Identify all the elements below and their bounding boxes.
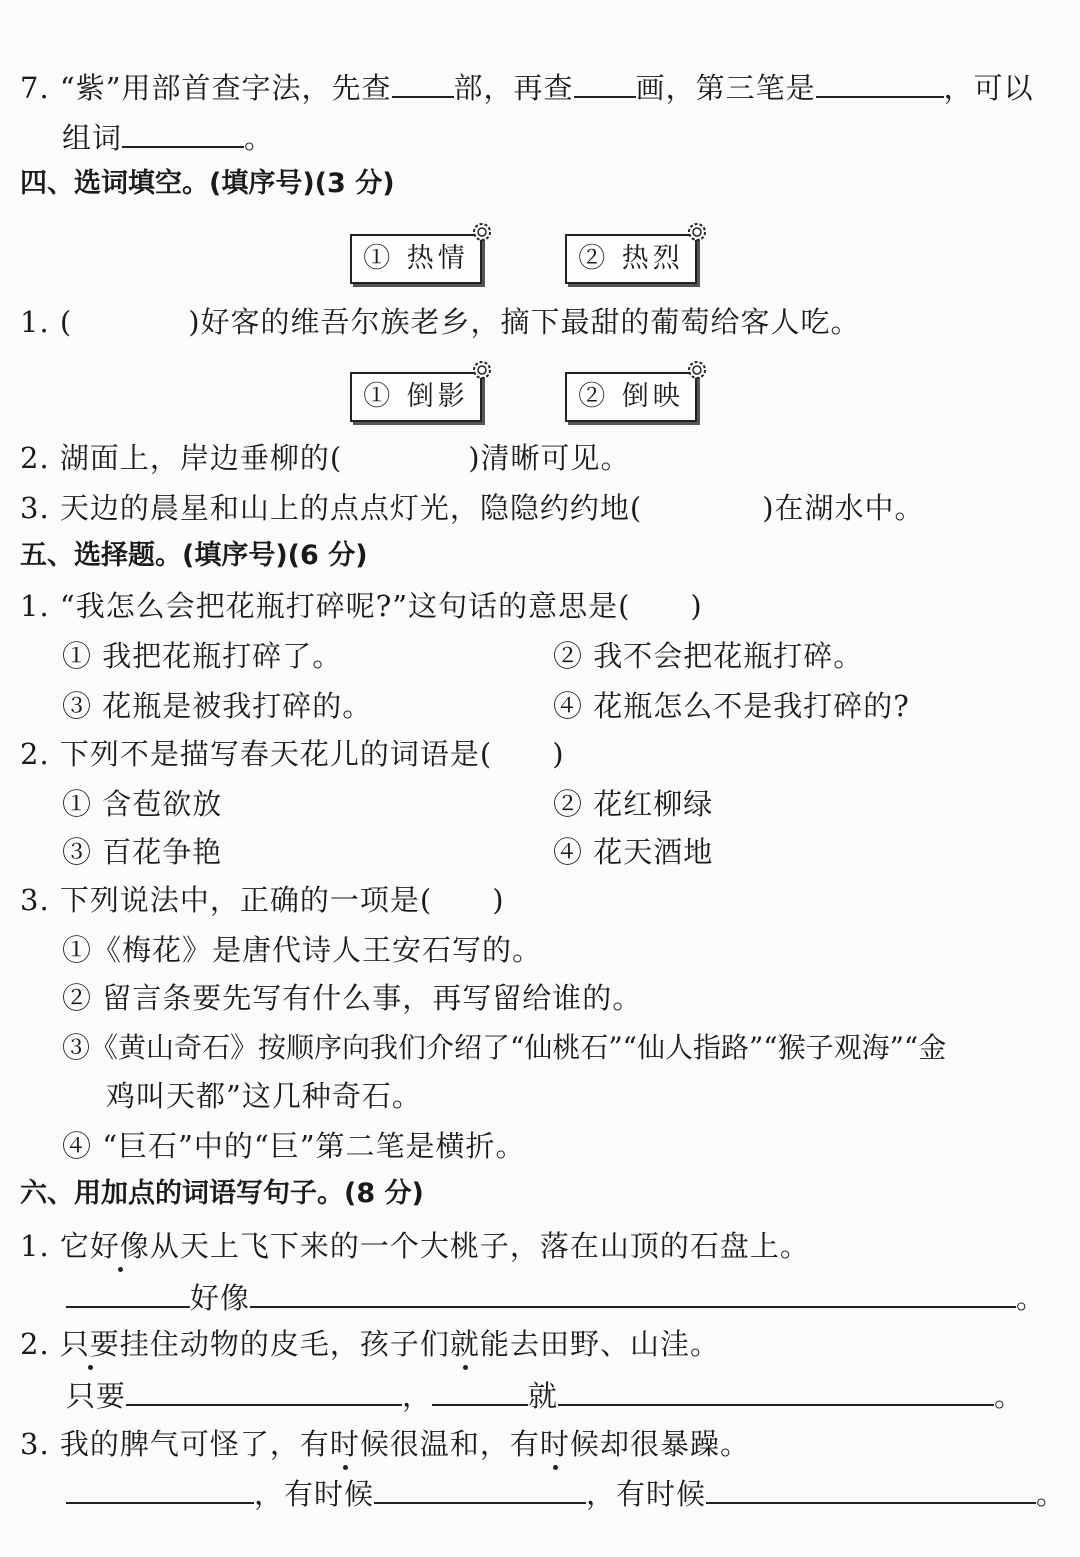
s6-q2-text: 挂住动物的皮毛，孩子们 bbox=[119, 1327, 450, 1361]
s6-q1-text: 1. 它 bbox=[20, 1229, 90, 1263]
s5-q2-option[interactable]: ① 含苞欲放 bbox=[62, 787, 223, 821]
s4-q2-text: 2. 湖面上，岸边垂柳的( bbox=[20, 441, 343, 475]
s6-q2-text: 就 bbox=[528, 1379, 559, 1413]
dotted-word: 只要 bbox=[60, 1324, 120, 1364]
s5-q1-option[interactable]: ① 我把花瓶打碎了。 bbox=[62, 639, 343, 673]
s5-q2-option[interactable]: ③ 百花争艳 bbox=[62, 835, 223, 869]
s4-q2 bbox=[20, 438, 631, 478]
s5-q1: 1. “我怎么会把花瓶打碎呢?”这句话的意思是( ) bbox=[20, 589, 703, 623]
s5-q3-option[interactable]: ③《黄山奇石》按顺序向我们介绍了“仙桃石”“仙人指路”“猴子观海”“金 bbox=[62, 1031, 947, 1064]
s4-q3 bbox=[20, 488, 925, 528]
s6-q2-text: 2. bbox=[20, 1327, 60, 1361]
s6-q3-text: ，有时候 bbox=[586, 1477, 707, 1511]
s5-q3-option-cont: 鸡叫天都”这几种奇石。 bbox=[106, 1079, 422, 1113]
flower-icon bbox=[685, 358, 709, 382]
section6-heading: 六、用加点的词语写句子。(8 分) bbox=[20, 1178, 424, 1209]
dotted-word: 好像 bbox=[90, 1226, 150, 1266]
q7-text: 部，再查 bbox=[453, 71, 574, 105]
s6-q1-blank[interactable] bbox=[66, 1276, 190, 1308]
flower-icon bbox=[470, 220, 494, 244]
q7-text: 画，第三笔是 bbox=[635, 71, 816, 105]
q7-line2 bbox=[62, 116, 274, 158]
s5-q3-option[interactable]: ①《梅花》是唐代诗人王安石写的。 bbox=[62, 933, 543, 967]
s6-q3-text: 却很暴躁。 bbox=[599, 1427, 750, 1461]
s6-q2-blank[interactable] bbox=[432, 1374, 528, 1406]
section5-heading: 五、选择题。(填序号)(6 分) bbox=[20, 540, 368, 571]
q7-line1 bbox=[20, 66, 1034, 108]
s5-q1-option[interactable]: ③ 花瓶是被我打碎的。 bbox=[62, 689, 373, 723]
q7-text: 。 bbox=[244, 121, 275, 155]
s6-q3-text: 很温和， bbox=[389, 1427, 510, 1461]
word-box-relie: ② 热烈 bbox=[565, 234, 697, 284]
s6-q2-blank[interactable] bbox=[126, 1374, 402, 1406]
q7-text: 7. “紫”用部首查字法，先查 bbox=[20, 71, 392, 105]
s5-q2-option[interactable]: ② 花红柳绿 bbox=[553, 787, 714, 821]
s4-q1-text: 1. ( bbox=[20, 305, 73, 339]
s6-q2-text: 只要 bbox=[66, 1379, 127, 1413]
s6-q3-blank[interactable] bbox=[66, 1472, 254, 1504]
s5-q3-option[interactable]: ④ “巨石”中的“巨”第二笔是横折。 bbox=[62, 1129, 526, 1163]
s6-q2-text: 能去田野、山洼。 bbox=[479, 1327, 720, 1361]
q7-text: ，可以 bbox=[943, 71, 1034, 105]
word-box-daoying2: ② 倒映 bbox=[565, 372, 697, 422]
s6-q3-text: 。 bbox=[1036, 1477, 1067, 1511]
word-box-daoying: ① 倒影 bbox=[350, 372, 482, 422]
q7-blank-strokes[interactable] bbox=[574, 66, 636, 98]
s6-q1-text: 从天上飞下来的一个大桃子，落在山顶的石盘上。 bbox=[149, 1229, 810, 1263]
s5-q1-option[interactable]: ② 我不会把花瓶打碎。 bbox=[553, 639, 864, 673]
q7-blank-third-stroke[interactable] bbox=[816, 66, 944, 98]
s6-q1 bbox=[20, 1226, 810, 1266]
s6-q2-text: ， bbox=[402, 1379, 433, 1413]
dotted-word: 就 bbox=[450, 1324, 480, 1364]
s4-q1-text: )好客的维吾尔族老乡，摘下最甜的葡萄给客人吃。 bbox=[188, 305, 861, 339]
s4-q3-text: 3. 天边的晨星和山上的点点灯光，隐隐约约地( bbox=[20, 491, 643, 525]
s4-q1 bbox=[20, 302, 861, 342]
s5-q3-option[interactable]: ② 留言条要先写有什么事，再写留给谁的。 bbox=[62, 981, 643, 1015]
s6-q3-text: 3. 我的脾气可怪了， bbox=[20, 1427, 300, 1461]
section4-heading: 四、选词填空。(填序号)(3 分) bbox=[20, 168, 395, 199]
flower-icon bbox=[685, 220, 709, 244]
s6-q1-text: 好像 bbox=[190, 1281, 251, 1315]
s6-q3 bbox=[20, 1424, 750, 1464]
dotted-word: 有时候 bbox=[510, 1424, 600, 1464]
s6-q2-fill bbox=[66, 1374, 1024, 1416]
s5-q2: 2. 下列不是描写春天花儿的词语是( ) bbox=[20, 737, 565, 771]
word-box-reqing: ① 热情 bbox=[350, 234, 482, 284]
s4-q2-text: )清晰可见。 bbox=[468, 441, 631, 475]
s6-q2 bbox=[20, 1324, 720, 1364]
s5-q2-option[interactable]: ④ 花天酒地 bbox=[553, 835, 714, 869]
q7-blank-word[interactable] bbox=[122, 116, 244, 148]
s5-q3: 3. 下列说法中，正确的一项是( ) bbox=[20, 883, 505, 917]
q7-blank-radical[interactable] bbox=[392, 66, 454, 98]
s6-q3-text: ，有时候 bbox=[254, 1477, 375, 1511]
s6-q1-blank[interactable] bbox=[250, 1276, 1016, 1308]
s4-q3-text: )在湖水中。 bbox=[762, 491, 925, 525]
s6-q3-blank[interactable] bbox=[374, 1472, 586, 1504]
q7-text: 组词 bbox=[62, 121, 123, 155]
s6-q2-text: 。 bbox=[994, 1379, 1025, 1413]
s6-q1-fill bbox=[66, 1276, 1046, 1318]
s5-q1-option[interactable]: ④ 花瓶怎么不是我打碎的? bbox=[553, 689, 910, 723]
dotted-word: 有时候 bbox=[300, 1424, 390, 1464]
s6-q3-fill bbox=[66, 1472, 1066, 1514]
s6-q3-blank[interactable] bbox=[706, 1472, 1036, 1504]
s6-q2-blank[interactable] bbox=[558, 1374, 994, 1406]
s6-q1-text: 。 bbox=[1016, 1281, 1047, 1315]
flower-icon bbox=[470, 358, 494, 382]
